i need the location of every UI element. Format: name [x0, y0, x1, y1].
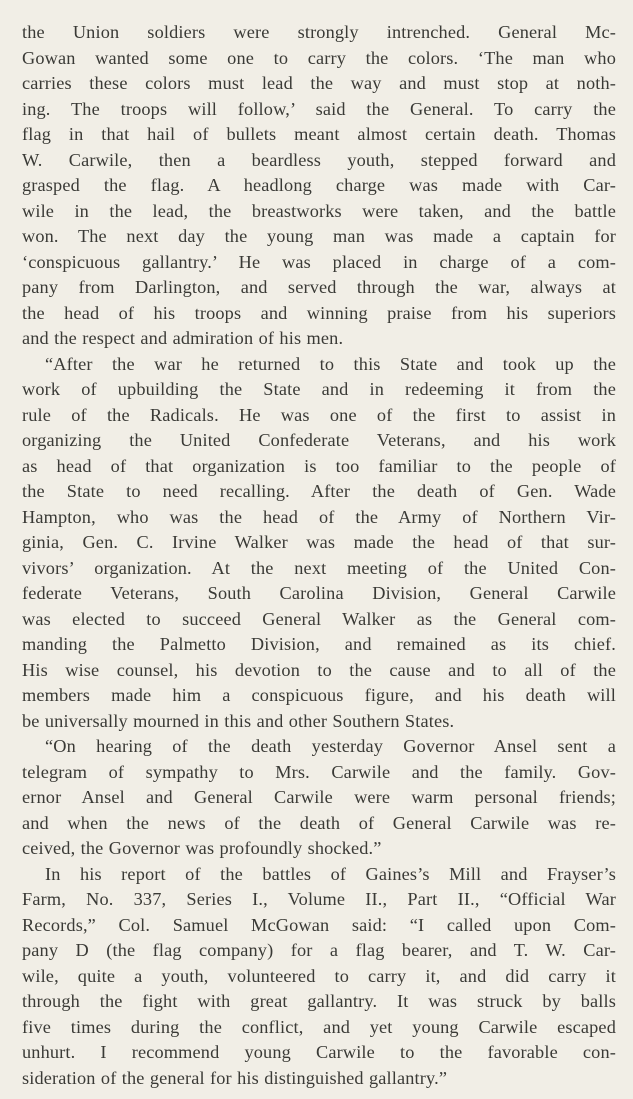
text-line: pany from Darlington, and served through the war, always at	[22, 277, 616, 297]
text-line: won. The next day the young man was made a captain for	[22, 226, 616, 246]
text-line: members made him a conspicuous figure, and his death will	[22, 685, 616, 705]
text-line: “After the war he returned to this State and took up the	[45, 353, 616, 374]
text-line: as head of that organization is too familiar to the people of	[22, 455, 616, 476]
text-line: ‘conspicuous gallantry.’ He was placed in charge of a com-	[22, 251, 616, 272]
text-line: flag in that hail of bullets meant almost certain death. Thomas	[22, 124, 616, 144]
text-line: ceived, the Governor was profoundly shocked.”	[22, 838, 382, 858]
text-line: vivors’ organization. At the next meeting of the United Con-	[22, 557, 616, 578]
text-line: through the fight with great gallantry. It was struck by balls	[22, 991, 616, 1011]
text-line: the Union soldiers were strongly intrenched. General Mc-	[22, 22, 616, 42]
text-line: Farm, No. 337, Series I., Volume II., Part II., “Official War	[22, 889, 616, 909]
text-line: the State to need recalling. After the death of Gen. Wade	[22, 481, 616, 501]
text-line: sideration of the general for his distinguished gallantry.”	[22, 1067, 448, 1088]
text-line: telegram of sympathy to Mrs. Carwile and the family. Gov-	[22, 761, 616, 782]
text-line: grasped the flag. A headlong charge was made with Car-	[22, 175, 616, 195]
text-line: W. Carwile, then a beardless youth, stepped forward and	[22, 149, 616, 170]
text-line: Hampton, who was the head of the Army of Northern Vir-	[22, 506, 616, 527]
text-line: ernor Ansel and General Carwile were warm personal friends;	[22, 787, 616, 807]
text-line: Gowan wanted some one to carry the colors. ‘The man who	[22, 47, 616, 68]
text-line: wile, quite a youth, volunteered to carry it, and did carry it	[22, 965, 616, 986]
text-line: ing. The troops will follow,’ said the General. To carry the	[22, 98, 616, 119]
text-line: Records,” Col. Samuel McGowan said: “I called upon Com-	[22, 914, 616, 935]
text-line: was elected to succeed General Walker as the General com-	[22, 608, 616, 629]
text-line: carries these colors must lead the way and must stop at noth-	[22, 73, 616, 93]
text-line: pany D (the flag company) for a flag bearer, and T. W. Car-	[22, 940, 616, 960]
text-line: unhurt. I recommend young Carwile to the favorable con-	[22, 1042, 616, 1062]
text-line: five times during the conflict, and yet young Carwile escaped	[22, 1016, 616, 1037]
text-line: organizing the United Confederate Veterans, and his work	[22, 430, 616, 450]
text-line: wile in the lead, the breastworks were taken, and the battle	[22, 200, 616, 221]
text-line: His wise counsel, his devotion to the cause and to all of the	[22, 659, 616, 680]
text-line: In his report of the battles of Gaines’s Mill and Frayser’s	[45, 863, 616, 884]
text-line: federate Veterans, South Carolina Division, General Carwile	[22, 583, 616, 603]
body-text	[22, 20, 616, 1091]
text-line: and the respect and admiration of his men.	[22, 328, 344, 348]
text-line: ginia, Gen. C. Irvine Walker was made the head of that sur-	[22, 532, 616, 552]
text-line: rule of the Radicals. He was one of the first to assist in	[22, 404, 616, 425]
text-line: manding the Palmetto Division, and remained as its chief.	[22, 634, 616, 654]
text-line: work of upbuilding the State and in redeeming it from the	[22, 379, 616, 399]
text-line: and when the news of the death of General Carwile was re-	[22, 812, 616, 833]
text-line: be universally mourned in this and other Southern States.	[22, 710, 455, 731]
text-line: “On hearing of the death yesterday Governor Ansel sent a	[45, 736, 616, 756]
text-line: the head of his troops and winning praise from his superiors	[22, 302, 616, 323]
